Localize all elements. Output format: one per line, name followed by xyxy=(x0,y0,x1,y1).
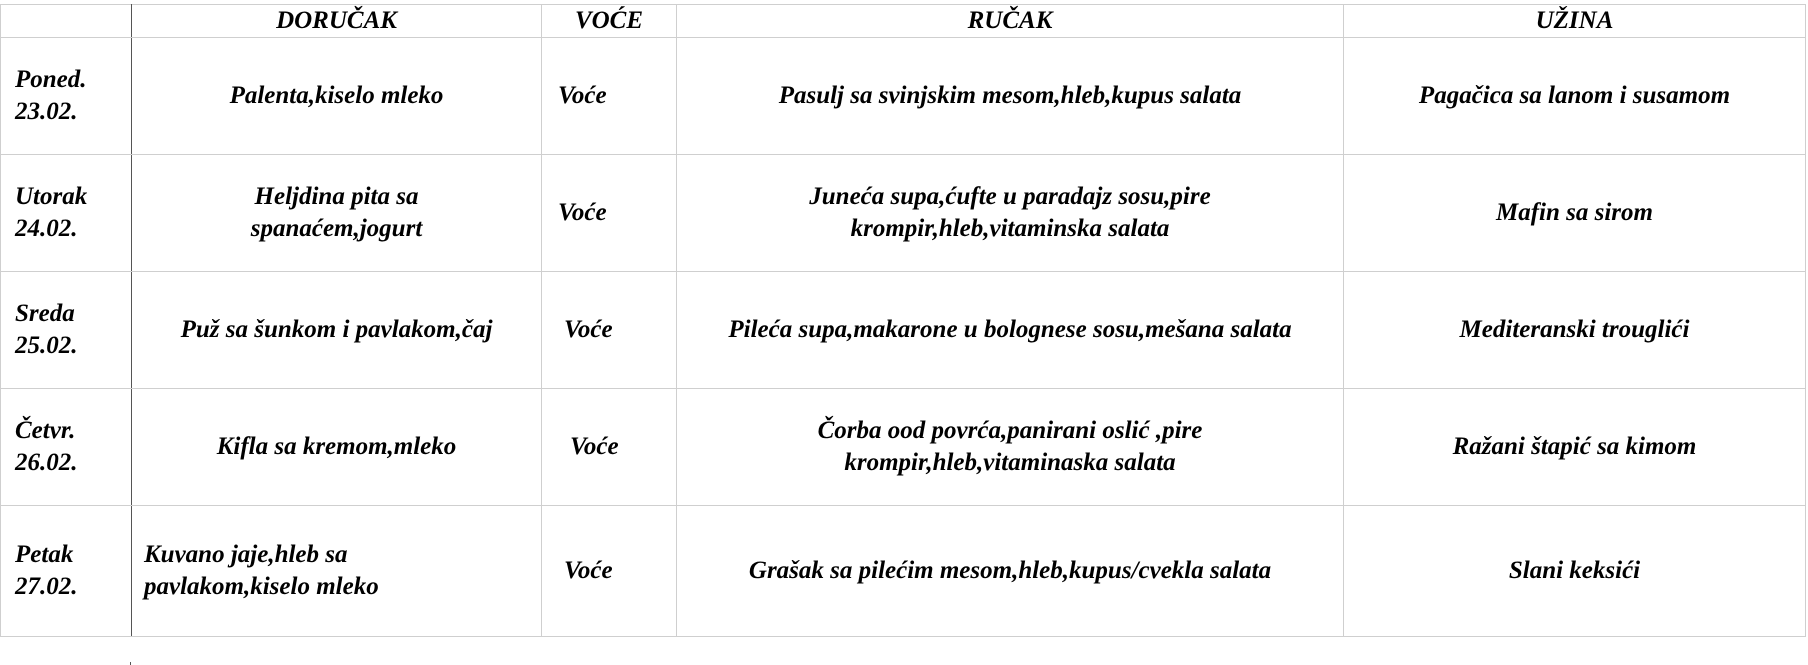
fruit-cell: Voće xyxy=(542,38,677,155)
day-date: 25.02. xyxy=(15,332,78,359)
day-date: 27.02. xyxy=(15,573,78,600)
day-cell xyxy=(1,272,132,389)
breakfast-cell: Kifla sa kremom,mleko xyxy=(132,389,542,506)
table-row xyxy=(1,389,1806,506)
fruit-cell: Voće xyxy=(542,272,677,389)
breakfast-header: DORUČAK xyxy=(132,5,542,38)
weekly-menu-table xyxy=(0,4,1806,637)
lunch-header: RUČAK xyxy=(677,5,1344,38)
table-row xyxy=(1,155,1806,272)
day-name: Petak xyxy=(15,541,74,568)
snack-header: UŽINA xyxy=(1344,5,1806,38)
breakfast-cell: Puž sa šunkom i pavlakom,čaj xyxy=(132,272,542,389)
day-date: 23.02. xyxy=(15,98,78,125)
day-name: Četvr. xyxy=(15,417,76,444)
table-row xyxy=(1,38,1806,155)
fruit-cell: Voće xyxy=(542,506,677,637)
day-name: Sreda xyxy=(15,300,75,327)
table-row xyxy=(1,506,1806,637)
snack-cell: Slani keksići xyxy=(1344,506,1806,637)
snack-cell: Pagačica sa lanom i susamom xyxy=(1344,38,1806,155)
fruit-header: VOĆE xyxy=(542,5,677,38)
day-cell xyxy=(1,506,132,637)
snack-cell: Ražani štapić sa kimom xyxy=(1344,389,1806,506)
day-cell xyxy=(1,389,132,506)
day-cell xyxy=(1,155,132,272)
snack-cell: Mediteranski trouglići xyxy=(1344,272,1806,389)
breakfast-cell: Kuvano jaje,hleb sa pavlakom,kiselo mleko xyxy=(132,506,542,637)
day-name: Utorak xyxy=(15,183,88,210)
table-row xyxy=(1,272,1806,389)
day-date: 24.02. xyxy=(15,215,78,242)
breakfast-cell: Heljdina pita sa spanaćem,jogurt xyxy=(132,155,542,272)
lunch-cell: Pileća supa,makarone u bolognese sosu,mešana salata xyxy=(677,272,1344,389)
fruit-cell: Voće xyxy=(542,389,677,506)
lunch-cell: Juneća supa,ćufte u paradajz sosu,pire krompir,hleb,vitaminska salata xyxy=(677,155,1344,272)
day-name: Poned. xyxy=(15,66,87,93)
lunch-cell: Pasulj sa svinjskim mesom,hleb,kupus salata xyxy=(677,38,1344,155)
day-cell xyxy=(1,38,132,155)
snack-cell: Mafin sa sirom xyxy=(1344,155,1806,272)
header-row xyxy=(1,5,1806,38)
lunch-cell: Grašak sa pilećim mesom,hleb,kupus/cvekla salata xyxy=(677,506,1344,637)
corner-header xyxy=(1,5,132,38)
day-date: 26.02. xyxy=(15,449,78,476)
fruit-cell: Voće xyxy=(542,155,677,272)
breakfast-cell: Palenta,kiselo mleko xyxy=(132,38,542,155)
lunch-cell: Čorba ood povrća,panirani oslić ,pire krompir,hleb,vitaminaska salata xyxy=(677,389,1344,506)
